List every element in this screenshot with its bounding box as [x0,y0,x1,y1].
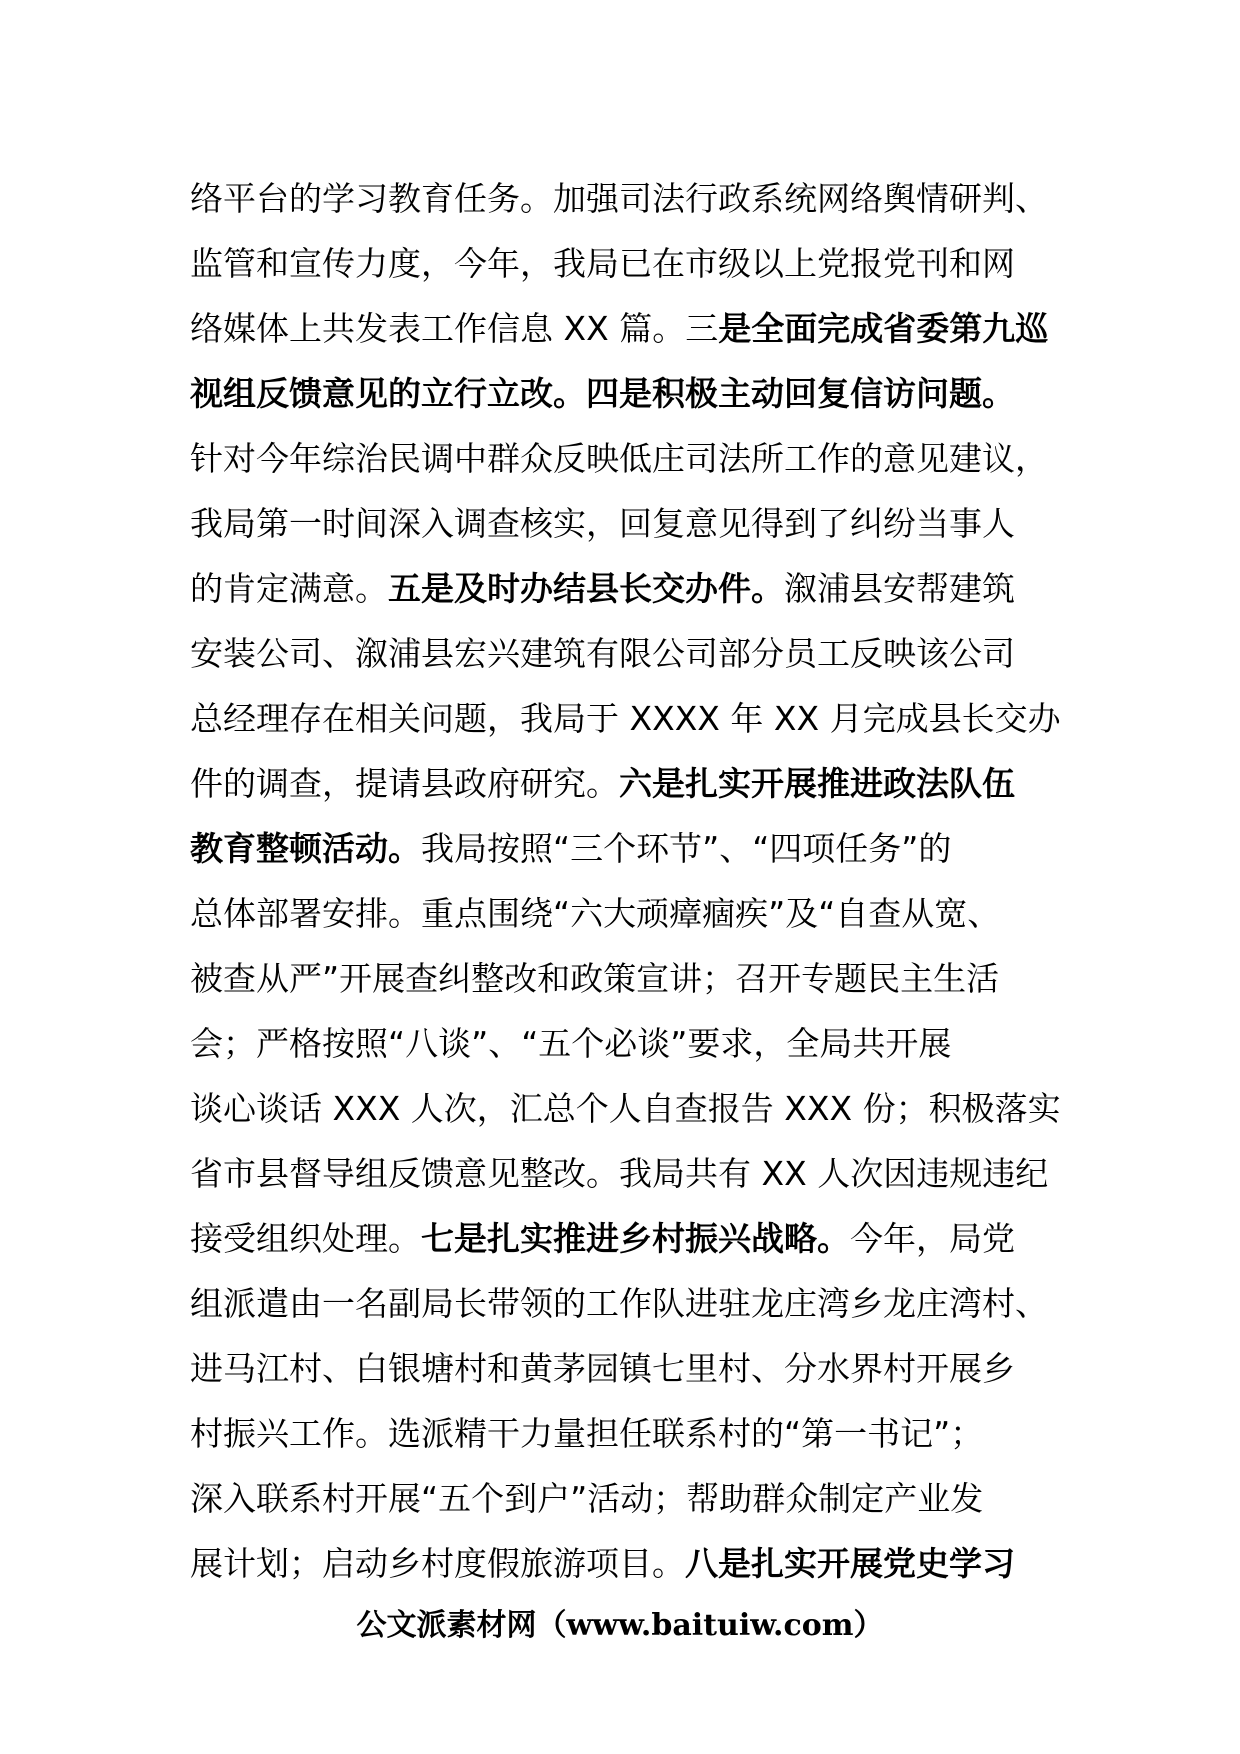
text-segment: 会；严格按照“八谈”、“五个必谈”要求，全局共开展 [190,1024,952,1063]
bold-text-segment: 是全面完成省委第九巡 [718,309,1049,348]
text-segment: 的肯定满意。 [190,569,388,608]
text-line [190,816,1070,881]
text-segment: 省市县督导组反馈意见整改。我局共有 XX 人次因违规违纪 [190,1154,1049,1193]
text-line [190,881,1070,946]
text-line [190,1271,1070,1336]
text-segment: 监管和宣传力度，今年，我局已在市级以上党报党刊和网 [190,244,1015,283]
text-segment: 络媒体上共发表工作信息 XX 篇。三 [190,309,719,348]
text-line [190,1141,1070,1206]
text-segment: 我局按照“三个环节”、“四项任务”的 [421,829,952,868]
text-line [190,1206,1070,1271]
text-segment: 深入联系村开展“五个到户”活动；帮助群众制定产业发 [190,1479,984,1518]
bold-text-segment: 六是扎实开展推进政法队伍 [619,764,1015,803]
text-line [190,296,1070,361]
text-line [190,1076,1070,1141]
text-segment: 总体部署安排。重点围绕“六大顽瘴痼疾”及“自查从宽、 [190,894,1001,933]
text-segment: 总经理存在相关问题，我局于 XXXX 年 XX 月完成县长交办 [190,699,1061,738]
text-segment: 我局第一时间深入调查核实，回复意见得到了纠纷当事人 [190,504,1015,543]
bold-text-segment: 教育整顿活动。 [190,829,421,868]
text-line [190,751,1070,816]
text-segment: 被查从严”开展查纠整改和政策宣讲；召开专题民主生活 [190,959,1000,998]
text-line [190,231,1070,296]
text-segment: 络平台的学习教育任务。加强司法行政系统网络舆情研判、 [190,179,1048,218]
text-segment: 村振兴工作。选派精干力量担任联系村的“第一书记”； [190,1414,984,1453]
bold-text-segment: 视组反馈意见的立行立改。四是积极主动回复信访问题。 [190,374,1015,413]
text-segment: 件的调查，提请县政府研究。 [190,764,619,803]
text-segment: 溆浦县安帮建筑 [784,569,1015,608]
text-segment: 安装公司、溆浦县宏兴建筑有限公司部分员工反映该公司 [190,634,1015,673]
text-line [190,361,1070,426]
text-line [190,1011,1070,1076]
text-line [190,556,1070,621]
text-line [190,491,1070,556]
text-segment: 组派遣由一名副局长带领的工作队进驻龙庄湾乡龙庄湾村、 [190,1284,1048,1323]
bold-text-segment: 五是及时办结县长交办件。 [388,569,784,608]
text-line [190,1336,1070,1401]
text-segment: 进马江村、白银塘村和黄茅园镇七里村、分水界村开展乡 [190,1349,1015,1388]
text-line [190,621,1070,686]
text-line [190,946,1070,1011]
text-line [190,1401,1070,1466]
text-line [190,1466,1070,1531]
bold-text-segment: 八是扎实开展党史学习 [685,1544,1015,1583]
bold-text-segment: 七是扎实推进乡村振兴战略。 [421,1219,850,1258]
text-segment: 接受组织处理。 [190,1219,421,1258]
text-line [190,426,1070,491]
text-segment: 今年，局党 [850,1219,1015,1258]
text-segment: 展计划；启动乡村度假旅游项目。 [190,1544,685,1583]
text-segment: 针对今年综治民调中群众反映低庄司法所工作的意见建议， [190,439,1048,478]
footer-watermark: 公文派素材网（www.baituiw.com） [356,1608,884,1643]
text-line [190,1531,1070,1596]
text-line [190,166,1070,231]
text-line [190,686,1070,751]
text-segment: 谈心谈话 XXX 人次，汇总个人自查报告 XXX 份；积极落实 [190,1089,1061,1128]
document-body [190,166,1070,1596]
